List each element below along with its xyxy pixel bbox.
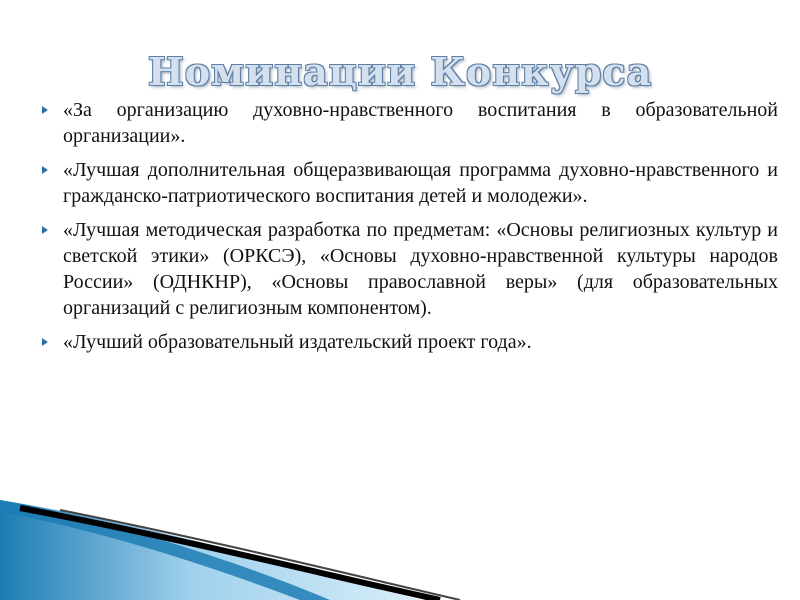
nomination-item-2 xyxy=(38,157,778,209)
triangle-right-icon xyxy=(42,226,48,234)
slide-title: Номинации Конкурса xyxy=(147,49,653,95)
nomination-item-4 xyxy=(38,329,778,355)
nomination-text: «Лучшая методическая разработка по предметам: «Основы религиозных культур и светской этики» (ОРКСЭ), «Основы духовно-нравственной культуры народов России» (ОДНКНР), «Основы православной веры» (для образовательных организаций с религиозным компонентом). xyxy=(63,219,778,319)
wave-decoration xyxy=(0,500,800,600)
nominations-list xyxy=(38,97,778,363)
triangle-right-icon xyxy=(42,166,48,174)
nomination-text: «Лучший образовательный издательский проект года». xyxy=(63,331,532,353)
nomination-item-3 xyxy=(38,217,778,321)
nomination-item-1 xyxy=(38,97,778,149)
nomination-text: «Лучшая дополнительная общеразвивающая программа духовно-нравственного и гражданско-патриотического воспитания детей и молодежи». xyxy=(63,159,778,207)
triangle-right-icon xyxy=(42,106,48,114)
nomination-text: «За организацию духовно-нравственного воспитания в образовательной организации». xyxy=(63,99,778,147)
triangle-right-icon xyxy=(42,338,48,346)
